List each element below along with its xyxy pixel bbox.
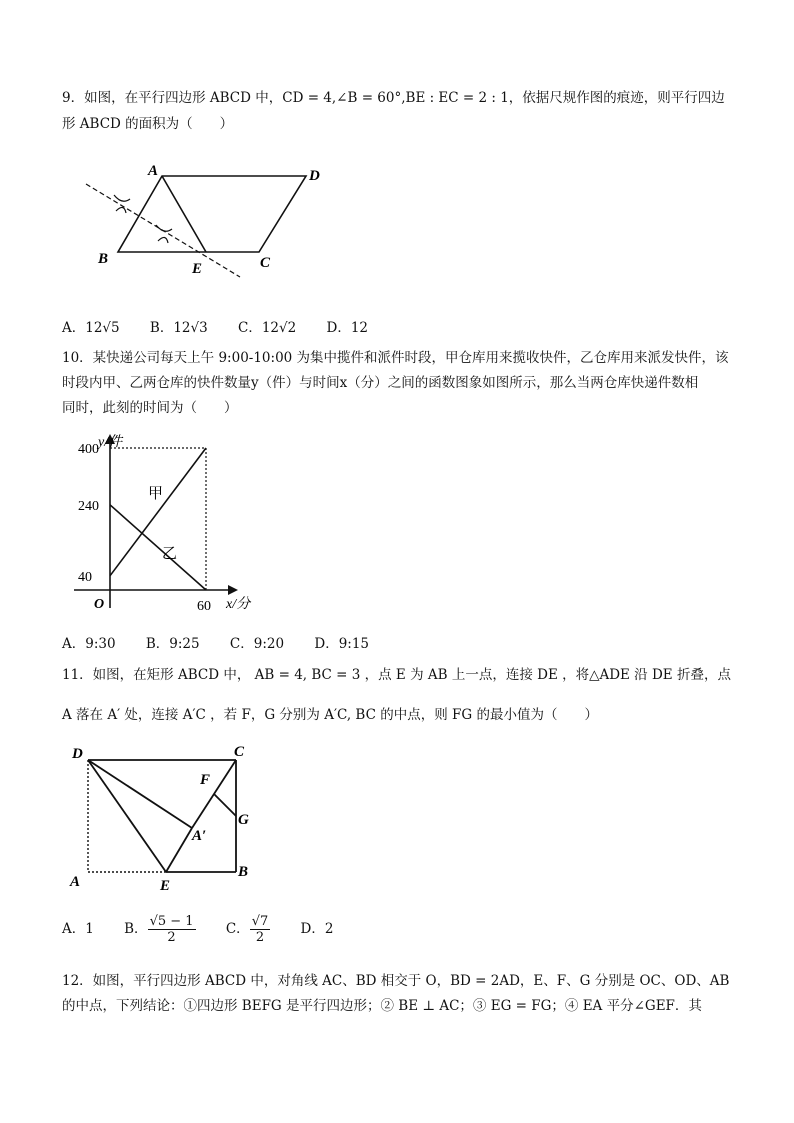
q10-line2: 时段内甲、乙两仓库的快件数量y（件）与时间x（分）之间的函数图象如图所示，那么当两仓库快递件数相 (62, 375, 699, 391)
q11-choice-c[interactable] (225, 914, 275, 945)
q11-choice-b-fraction (148, 914, 196, 945)
q10-line1: 10．某快递公司每天上午 9:00-10:00 为集中揽件和派件时段，甲仓库用来揽收快件，乙仓库用来派发快件，该 (62, 350, 729, 366)
q9-choice-d[interactable]: D．12 (326, 320, 369, 336)
q10-choice-d[interactable]: D．9:15 (314, 636, 370, 652)
q10-function-graph (68, 432, 268, 614)
q11-rectangle-figure (66, 740, 266, 892)
q11-label-c: C (234, 744, 245, 760)
q10-x-tick-label: 60 (197, 599, 211, 614)
q9-label-a: A (148, 163, 159, 179)
q10-series-line-yi (110, 505, 206, 590)
q11-choice-d[interactable]: D．2 (300, 921, 334, 937)
q11-label-a-prime: A′ (192, 828, 207, 844)
q10-y-tick-label: 240 (78, 498, 99, 514)
q10-choice-b[interactable]: B．9:25 (145, 636, 200, 652)
q9-choices (62, 316, 394, 336)
q11-label-f: F (200, 772, 211, 788)
q10-choice-c[interactable]: C．9:20 (229, 636, 285, 652)
q11-choice-c-fraction (250, 914, 271, 945)
q11-label-d: D (72, 746, 83, 762)
q9-label-c: C (260, 255, 271, 271)
q9-choice-b[interactable]: B．12√3 (149, 320, 208, 336)
q10-choice-a[interactable]: A．9:30 (62, 636, 116, 652)
q11-segment-da-prime (88, 760, 192, 828)
q12-line2: 的中点，下列结论：①四边形 BEFG 是平行四边形；② BE ⊥ AC；③ EG = FG；④ EA 平分∠GEF．其 (62, 998, 702, 1014)
q11-label-e: E (160, 878, 171, 892)
q11-label-a: A (70, 874, 81, 890)
q10-series-yi-label: 乙 (162, 546, 178, 562)
q11-choices (62, 914, 359, 945)
q11-line2: A 落在 A′ 处，连接 A′C ，若 F，G 分别为 A′C, BC 的中点，则 FG 的最小值为（ ） (62, 707, 598, 723)
q10-choices (62, 632, 395, 652)
q11-label-b: B (238, 864, 249, 880)
q10-y-tick-label: 40 (78, 569, 92, 585)
q11-choice-c-prefix: C． (225, 921, 250, 937)
q10-y-axis-label: y/件 (98, 435, 123, 450)
q10-y-tick-label: 400 (78, 442, 99, 457)
q9-choice-c[interactable]: C．12√2 (238, 320, 297, 336)
q11-segment-de (88, 760, 166, 872)
q11-choice-b-prefix: B． (124, 921, 148, 937)
q11-segment-a-prime-e (166, 828, 192, 872)
q9-label-b: B (98, 251, 109, 267)
q10-line3: 同时，此刻的时间为（ ） (62, 400, 238, 416)
q11-choice-c-numerator: √7 (251, 914, 269, 929)
q10-series-jia-label: 甲 (148, 486, 164, 502)
q11-choice-c-denominator: 2 (255, 930, 265, 945)
q11-label-g: G (238, 812, 249, 828)
q9-line1: 9．如图，在平行四边形 ABCD 中，CD = 4,∠B = 60°,BE : EC = 2 : 1，依据尺规作图的痕迹，则平行四边 (62, 90, 725, 106)
q11-segment-fg (214, 794, 236, 816)
q12-line1: 12．如图，平行四边形 ABCD 中，对角线 AC、BD 相交于 O，BD = 2AD，E、F、G 分别是 OC、OD、AB (62, 973, 730, 989)
q11-choice-a[interactable]: A．1 (62, 921, 94, 937)
q9-segment-ae (162, 176, 206, 252)
q11-choice-b[interactable] (124, 914, 200, 945)
q10-x-axis-arrow (228, 585, 238, 595)
q9-label-d: D (309, 168, 320, 184)
q11-line1: 11．如图，在矩形 ABCD 中， AB = 4, BC = 3 ，点 E 为 AB 上一点，连接 DE ，将△ADE 沿 DE 折叠，点 (62, 667, 731, 683)
q10-origin-label: O (94, 597, 105, 612)
q9-label-e: E (192, 261, 203, 277)
q9-choice-a[interactable]: A．12√5 (62, 320, 120, 336)
q9-parallelogram (118, 176, 306, 252)
q9-line2: 形 ABCD 的面积为（ ） (62, 116, 234, 132)
q10-x-axis-label: x/分 (226, 597, 251, 612)
q10-series-line-jia (110, 448, 206, 576)
q11-choice-b-denominator: 2 (167, 930, 176, 945)
q9-parallelogram-figure (80, 155, 350, 290)
q9-arc-mark-1 (114, 195, 130, 213)
q11-choice-b-numerator: √5 − 1 (149, 914, 194, 929)
